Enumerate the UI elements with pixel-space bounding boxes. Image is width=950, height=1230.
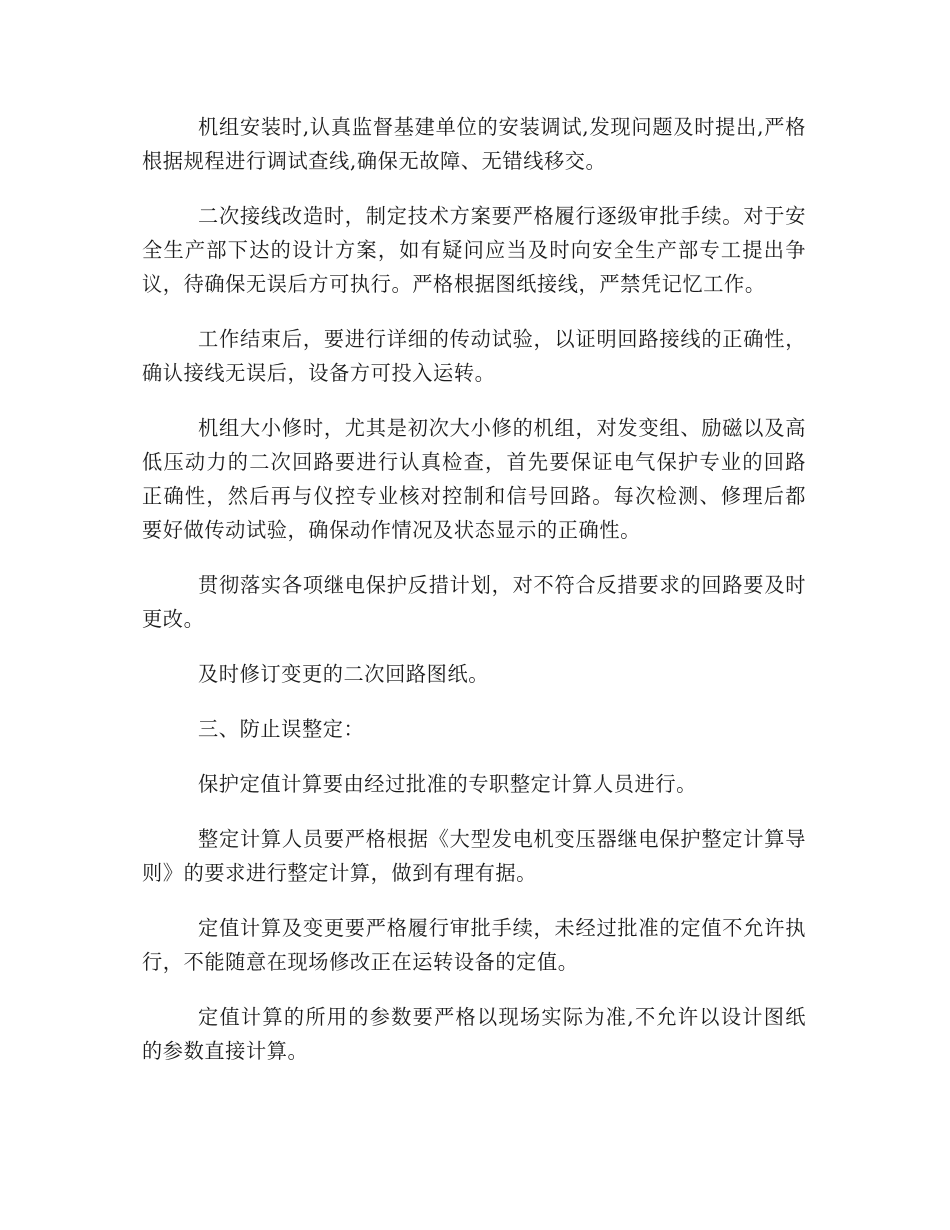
paragraph-4: 机组大小修时，尤其是初次大小修的机组，对发变组、励磁以及高低压动力的二次回路要进行认真检查，首先要保证电气保护专业的回路正确性，然后再与仪控专业核对控制和信号回路。每次检测、修理后都要好做传动试验，确保动作情况及状态显示的正确性。 xyxy=(142,416,806,542)
paragraph-9: 整定计算人员要严格根据《大型发电机变压器继电保护整定计算导则》的要求进行整定计算，做到有理有据。 xyxy=(142,827,806,885)
paragraph-11: 定值计算的所用的参数要严格以现场实际为准,不允许以设计图纸的参数直接计算。 xyxy=(142,1005,806,1063)
paragraph-2: 二次接线改造时，制定技术方案要严格履行逐级审批手续。对于安全生产部下达的设计方案，如有疑问应当及时向安全生产部专工提出争议，待确保无误后方可执行。严格根据图纸接线，严禁凭记忆工作。 xyxy=(142,204,806,296)
paragraph-5: 贯彻落实各项继电保护反措计划，对不符合反措要求的回路要及时更改。 xyxy=(142,573,806,631)
paragraph-6: 及时修订变更的二次回路图纸。 xyxy=(198,662,490,686)
paragraph-3: 工作结束后，要进行详细的传动试验，以证明回路接线的正确性，确认接线无误后，设备方可投入运转。 xyxy=(142,327,806,385)
paragraph-8: 保护定值计算要由经过批准的专职整定计算人员进行。 xyxy=(198,772,697,796)
section-heading: 三、防止误整定： xyxy=(198,717,365,741)
paragraph-1: 机组安装时,认真监督基建单位的安装调试,发现问题及时提出,严格根据规程进行调试查线,确保无故障、无错线移交。 xyxy=(142,115,806,173)
paragraph-10: 定值计算及变更要严格履行审批手续，未经过批准的定值不允许执行，不能随意在现场修改正在运转设备的定值。 xyxy=(142,916,806,974)
